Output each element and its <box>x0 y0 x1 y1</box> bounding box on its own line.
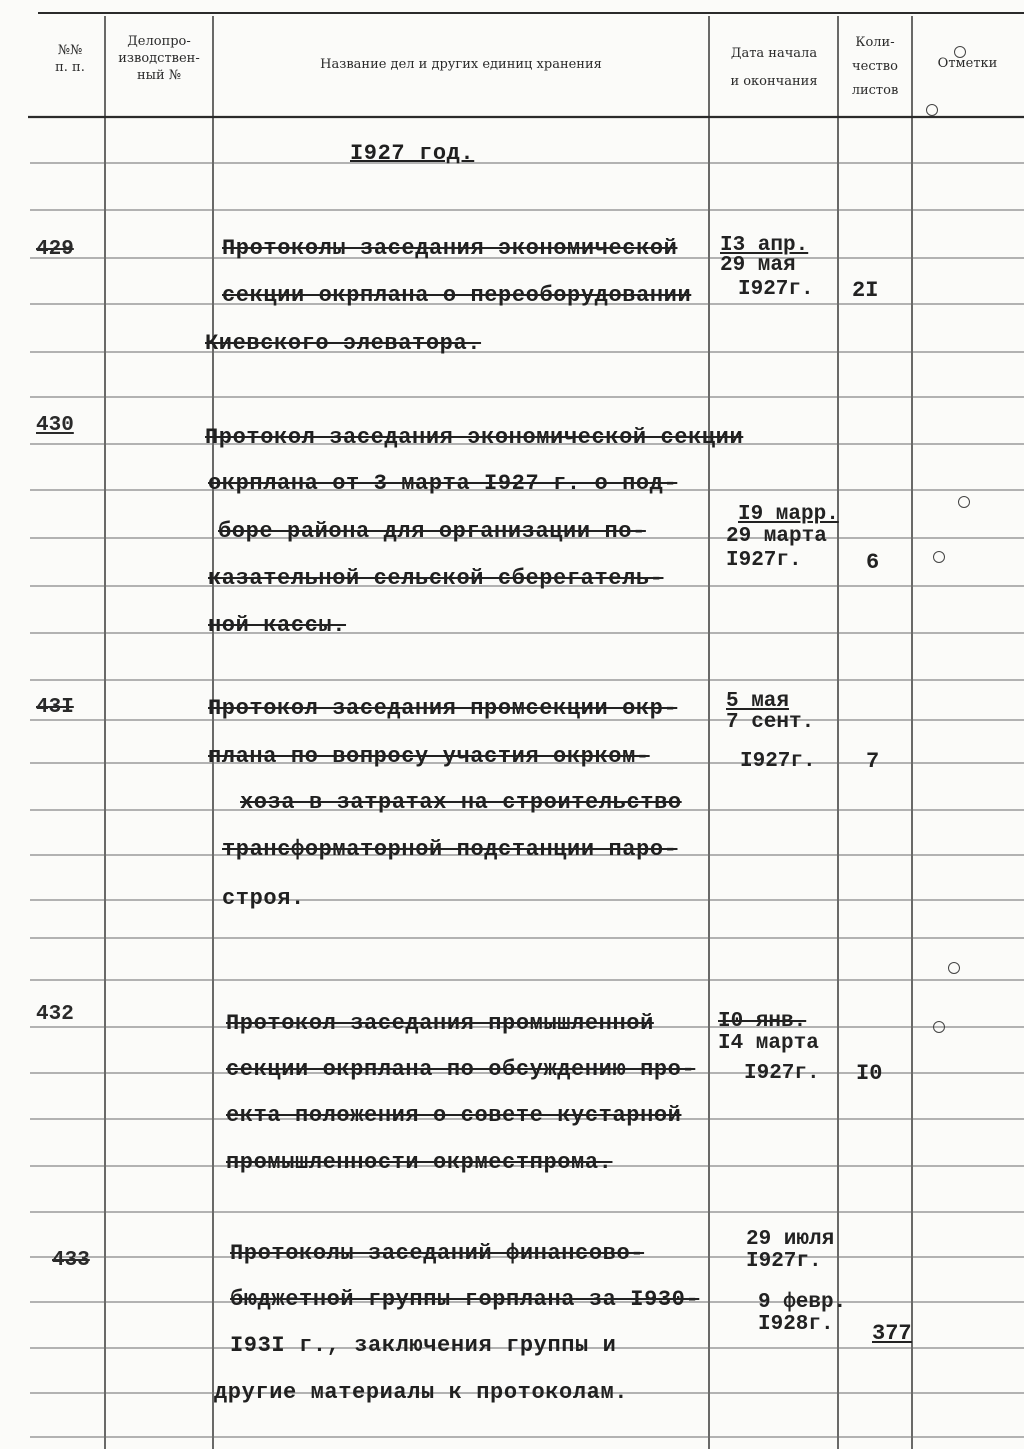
entry-432-date-end: I4 марта <box>718 1032 819 1055</box>
entry-433-title-line2: бюджетной группы горплана за I930- <box>230 1287 700 1312</box>
header-col-number <box>40 42 100 76</box>
binder-hole-mark <box>933 551 945 563</box>
header-col-number-line2: п. п. <box>55 60 85 75</box>
entry-431-date-year: I927г. <box>740 750 816 773</box>
entry-430-title-line5: ной кассы. <box>208 613 347 638</box>
entry-432-title-line4: промышленности окрместпрома. <box>226 1150 613 1175</box>
entry-430-date-start: I9 марр. <box>738 503 839 526</box>
header-col-office <box>108 33 210 84</box>
header-col-office-line1: Делопро- <box>127 34 191 49</box>
entry-432-date-start: I0 янв. <box>718 1010 807 1033</box>
entry-433-date-end-year: I928г. <box>758 1313 834 1336</box>
entry-430-title-line2: окрплана от 3 марта I927 г. о под- <box>208 471 678 496</box>
entry-429-date-end: 29 мая <box>720 254 796 277</box>
entry-433-number: 433 <box>52 1249 90 1272</box>
entry-429-date-year: I927г. <box>738 278 814 301</box>
entry-431-title-line2: плана по вопросу участия окрком- <box>208 744 650 769</box>
binder-hole-mark <box>958 496 970 508</box>
entry-432-date-year: I927г. <box>744 1062 820 1085</box>
entry-429-title-line1: Протоколы заседания экономической <box>222 236 678 261</box>
entry-433-date-start-year: I927г. <box>746 1250 822 1273</box>
entry-433-title-line3: I93I г., заключения группы и <box>230 1333 617 1358</box>
entry-431-title-line3: хоза в затратах на строительство <box>240 790 682 815</box>
entry-433-title-line1: Протоколы заседаний финансово- <box>230 1241 645 1266</box>
header-col-count-line2: чество <box>852 59 898 74</box>
header-col-dates-line1: Дата начала <box>730 46 818 61</box>
entry-433-sheets: 377 <box>872 1321 912 1346</box>
entry-433-date-end: 9 февр. <box>758 1291 847 1314</box>
binder-hole-mark <box>933 1021 945 1033</box>
entry-430-title-line3: боре района для организации по- <box>218 519 646 544</box>
entry-433-title-line4: другие материалы к протоколам. <box>214 1380 629 1405</box>
entry-430-title-line4: казательной сельской сберегатель- <box>208 566 664 591</box>
entry-429-title-line3: Киевского элеватора. <box>205 331 482 356</box>
entry-430-sheets: 6 <box>866 550 880 575</box>
entry-432-sheets: I0 <box>856 1061 883 1086</box>
entry-431-title-line5: строя. <box>222 886 305 911</box>
header-col-title: Название дел и других единиц хранения <box>320 57 602 72</box>
entry-431-title-line4: трансформаторной подстанции паро- <box>222 837 678 862</box>
entry-430-number: 430 <box>36 414 74 437</box>
header-col-dates <box>712 40 836 96</box>
binder-hole-mark <box>926 104 938 116</box>
entry-431-sheets: 7 <box>866 749 880 774</box>
entry-432-title-line1: Протокол заседания промышленной <box>226 1011 654 1036</box>
header-col-office-line2: изводствен- <box>118 51 200 66</box>
entry-430-date-end: 29 марта <box>726 525 827 548</box>
entry-432-number: 432 <box>36 1003 74 1026</box>
entry-429-title-line2: секции окрплана о переоборудовании <box>222 283 692 308</box>
header-col-count <box>840 31 910 103</box>
entry-432-title-line3: екта положения о совете кустарной <box>226 1103 682 1128</box>
header-col-office-line3: ный № <box>136 68 182 83</box>
entry-429-number: 429 <box>36 238 74 261</box>
entry-431-title-line1: Протокол заседания промсекции окр- <box>208 696 678 721</box>
header-col-count-line3: листов <box>851 83 899 98</box>
entry-433-date-start: 29 июля <box>746 1228 835 1251</box>
header-col-notes: Отметки <box>937 56 998 71</box>
binder-hole-mark <box>954 46 966 58</box>
entry-431-date-start: 5 мая <box>726 690 790 713</box>
entry-429-date-start: I3 апр. <box>720 234 809 257</box>
binder-hole-mark <box>948 962 960 974</box>
entry-432-title-line2: секции окрплана по обсуждению про- <box>226 1057 696 1082</box>
header-col-number-line1: №№ <box>57 43 83 58</box>
entry-430-title-line1: Протокол заседания экономической секции <box>205 425 744 450</box>
header-col-dates-line2: и окончания <box>730 74 818 89</box>
entry-431-number: 43I <box>36 696 74 719</box>
entry-429-sheets: 2I <box>852 278 879 303</box>
entry-430-date-year: I927г. <box>726 549 802 572</box>
year-heading: I927 год. <box>350 141 475 166</box>
entry-431-date-end: 7 сент. <box>726 711 815 734</box>
header-col-count-line1: Коли- <box>855 35 895 50</box>
